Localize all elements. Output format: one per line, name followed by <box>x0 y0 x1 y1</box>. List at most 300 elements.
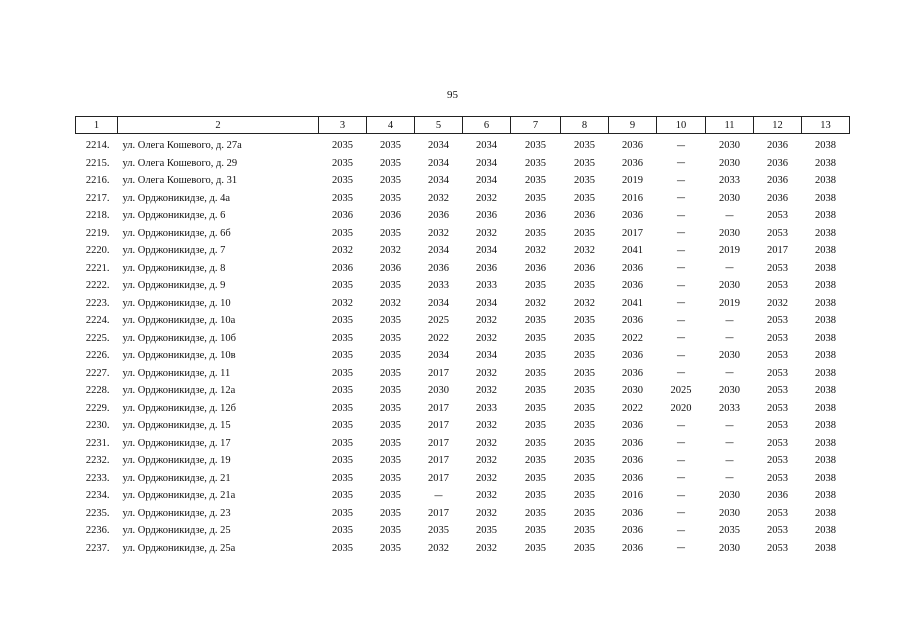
header-row <box>76 117 850 134</box>
table-row <box>76 295 850 313</box>
year-cell-col-3: 2035 <box>332 525 353 537</box>
year-cell-col-7: 2036 <box>525 210 546 222</box>
year-cell-col-13: 2038 <box>815 490 836 502</box>
year-cell-col-5: 2034 <box>428 157 449 169</box>
row-number: 2217. <box>85 192 110 204</box>
year-cell-col-13: 2038 <box>815 367 836 379</box>
year-cell-col-3: 2035 <box>332 227 353 239</box>
year-cell-col-4: 2035 <box>380 490 401 502</box>
table-row <box>76 260 850 278</box>
year-cell-col-10: — <box>676 245 686 256</box>
row-number: 2236. <box>85 525 110 537</box>
year-cell-col-13: 2038 <box>815 420 836 432</box>
year-cell-col-13: 2038 <box>815 332 836 344</box>
row-number: 2237. <box>85 542 110 554</box>
address-cell: ул. Орджоникидзе, д. 9 <box>122 280 226 292</box>
table-row <box>76 487 850 505</box>
year-cell-col-5: — <box>434 490 443 501</box>
year-cell-col-6: 2034 <box>476 157 497 169</box>
year-cell-col-9: 2036 <box>622 507 643 519</box>
year-cell-col-8: 2035 <box>574 367 595 379</box>
address-cell: ул. Орджоникидзе, д. 21а <box>122 490 236 502</box>
year-cell-col-12: 2053 <box>767 227 788 239</box>
year-cell-col-9: 2022 <box>622 332 643 344</box>
address-cell: ул. Орджоникидзе, д. 25а <box>122 542 236 554</box>
year-cell-col-11: 2030 <box>719 157 740 169</box>
year-cell-col-9: 2036 <box>622 280 643 292</box>
address-cell: ул. Олега Кошевого, д. 27а <box>122 140 242 152</box>
year-cell-col-6: 2034 <box>476 140 497 152</box>
row-number: 2216. <box>85 175 110 187</box>
year-cell-col-6: 2032 <box>476 472 497 484</box>
year-cell-col-6: 2032 <box>476 332 497 344</box>
year-cell-col-5: 2017 <box>428 507 449 519</box>
year-cell-col-10: — <box>676 158 686 169</box>
address-cell: ул. Орджоникидзе, д. 4а <box>122 192 231 204</box>
year-cell-col-12: 2053 <box>767 385 788 397</box>
address-cell: ул. Орджоникидзе, д. 21 <box>122 472 231 484</box>
year-cell-col-8: 2035 <box>574 525 595 537</box>
year-cell-col-5: 2032 <box>428 192 449 204</box>
year-cell-col-9: 2036 <box>622 472 643 484</box>
year-cell-col-3: 2035 <box>332 507 353 519</box>
year-cell-col-10: — <box>676 438 686 449</box>
year-cell-col-8: 2035 <box>574 227 595 239</box>
year-cell-col-11: 2019 <box>719 297 740 309</box>
year-cell-col-9: 2019 <box>622 175 643 187</box>
year-cell-col-10: — <box>676 280 686 291</box>
table-row <box>76 505 850 523</box>
table-row <box>76 312 850 330</box>
year-cell-col-7: 2035 <box>525 455 546 467</box>
year-cell-col-4: 2035 <box>380 455 401 467</box>
year-cell-col-6: 2036 <box>476 262 497 274</box>
year-cell-col-8: 2035 <box>574 402 595 414</box>
year-cell-col-13: 2038 <box>815 402 836 414</box>
table-row <box>76 242 850 260</box>
year-cell-col-8: 2035 <box>574 507 595 519</box>
year-cell-col-11: 2019 <box>719 245 740 257</box>
year-cell-col-3: 2035 <box>332 472 353 484</box>
row-number: 2225. <box>85 332 110 344</box>
year-cell-col-11: 2030 <box>719 140 740 152</box>
table-row <box>76 225 850 243</box>
year-cell-col-12: 2053 <box>767 437 788 449</box>
year-cell-col-5: 2032 <box>428 227 449 239</box>
column-header-12: 12 <box>754 117 802 134</box>
row-number: 2231. <box>85 437 110 449</box>
year-cell-col-5: 2030 <box>428 385 449 397</box>
address-cell: ул. Орджоникидзе, д. 19 <box>122 455 231 467</box>
year-cell-col-3: 2035 <box>332 157 353 169</box>
year-cell-col-4: 2035 <box>380 175 401 187</box>
year-cell-col-8: 2035 <box>574 192 595 204</box>
table-row <box>76 347 850 365</box>
row-number: 2233. <box>85 472 110 484</box>
table-row <box>76 134 850 155</box>
year-cell-col-4: 2035 <box>380 315 401 327</box>
address-cell: ул. Орджоникидзе, д. 12б <box>122 402 236 414</box>
year-cell-col-9: 2036 <box>622 140 643 152</box>
year-cell-col-11: — <box>725 333 734 344</box>
year-cell-col-3: 2032 <box>332 245 353 257</box>
row-number: 2234. <box>85 490 110 502</box>
year-cell-col-12: 2053 <box>767 472 788 484</box>
year-cell-col-5: 2034 <box>428 245 449 257</box>
row-number: 2228. <box>85 385 110 397</box>
year-cell-col-10: — <box>676 525 686 536</box>
year-cell-col-11: — <box>725 368 734 379</box>
year-cell-col-5: 2025 <box>428 315 449 327</box>
year-cell-col-4: 2032 <box>380 245 401 257</box>
address-cell: ул. Орджоникидзе, д. 10а <box>122 315 236 327</box>
year-cell-col-3: 2035 <box>332 350 353 362</box>
year-cell-col-3: 2035 <box>332 455 353 467</box>
year-cell-col-11: 2030 <box>719 350 740 362</box>
year-cell-col-12: 2053 <box>767 332 788 344</box>
year-cell-col-5: 2017 <box>428 455 449 467</box>
year-cell-col-9: 2022 <box>622 402 643 414</box>
address-cell: ул. Орджоникидзе, д. 25 <box>122 525 231 537</box>
year-cell-col-6: 2032 <box>476 507 497 519</box>
year-cell-col-10: — <box>676 508 686 519</box>
year-cell-col-13: 2038 <box>815 315 836 327</box>
year-cell-col-7: 2035 <box>525 472 546 484</box>
year-cell-col-5: 2017 <box>428 367 449 379</box>
year-cell-col-6: 2034 <box>476 297 497 309</box>
year-cell-col-11: — <box>725 210 734 221</box>
year-cell-col-6: 2033 <box>476 402 497 414</box>
year-cell-col-10: — <box>676 473 686 484</box>
year-cell-col-8: 2035 <box>574 455 595 467</box>
year-cell-col-7: 2035 <box>525 175 546 187</box>
column-header-2: 2 <box>118 117 319 134</box>
year-cell-col-13: 2038 <box>815 262 836 274</box>
year-cell-col-9: 2036 <box>622 455 643 467</box>
year-cell-col-5: 2034 <box>428 297 449 309</box>
year-cell-col-9: 2036 <box>622 262 643 274</box>
year-cell-col-8: 2035 <box>574 157 595 169</box>
year-cell-col-4: 2035 <box>380 332 401 344</box>
row-number: 2215. <box>85 157 110 169</box>
row-number: 2218. <box>85 210 110 222</box>
year-cell-col-9: 2036 <box>622 367 643 379</box>
year-cell-col-8: 2035 <box>574 385 595 397</box>
year-cell-col-4: 2035 <box>380 525 401 537</box>
year-cell-col-11: — <box>725 315 734 326</box>
address-cell: ул. Орджоникидзе, д. 10 <box>122 297 231 309</box>
year-cell-col-13: 2038 <box>815 525 836 537</box>
year-cell-col-12: 2036 <box>767 140 788 152</box>
year-cell-col-4: 2035 <box>380 157 401 169</box>
year-cell-col-11: — <box>725 420 734 431</box>
year-cell-col-4: 2032 <box>380 297 401 309</box>
year-cell-col-12: 2053 <box>767 507 788 519</box>
row-number: 2226. <box>85 350 110 362</box>
year-cell-col-6: 2032 <box>476 542 497 554</box>
year-cell-col-8: 2035 <box>574 472 595 484</box>
year-cell-col-10: — <box>676 490 686 501</box>
year-cell-col-13: 2038 <box>815 297 836 309</box>
year-cell-col-11: 2030 <box>719 227 740 239</box>
year-cell-col-4: 2035 <box>380 385 401 397</box>
column-header-8: 8 <box>561 117 609 134</box>
page-number: 95 <box>447 89 458 101</box>
table-row <box>76 190 850 208</box>
table-row <box>76 470 850 488</box>
address-cell: ул. Орджоникидзе, д. 10б <box>122 332 236 344</box>
year-cell-col-4: 2035 <box>380 507 401 519</box>
year-cell-col-4: 2035 <box>380 402 401 414</box>
row-number: 2214. <box>85 140 110 152</box>
year-cell-col-12: 2053 <box>767 525 788 537</box>
year-cell-col-10: — <box>676 420 686 431</box>
row-number: 2219. <box>85 227 110 239</box>
year-cell-col-7: 2035 <box>525 367 546 379</box>
year-cell-col-9: 2016 <box>622 490 643 502</box>
year-cell-col-5: 2017 <box>428 402 449 414</box>
year-cell-col-9: 2036 <box>622 157 643 169</box>
year-cell-col-12: 2036 <box>767 192 788 204</box>
table-row <box>76 435 850 453</box>
year-cell-col-8: 2035 <box>574 315 595 327</box>
year-cell-col-10: — <box>676 543 686 554</box>
row-number: 2227. <box>85 367 110 379</box>
year-cell-col-12: 2053 <box>767 315 788 327</box>
year-cell-col-3: 2035 <box>332 402 353 414</box>
address-cell: ул. Орджоникидзе, д. 15 <box>122 420 231 432</box>
year-cell-col-10: 2020 <box>670 402 692 414</box>
row-number: 2230. <box>85 420 110 432</box>
year-cell-col-3: 2035 <box>332 315 353 327</box>
column-header-11: 11 <box>706 117 754 134</box>
year-cell-col-5: 2033 <box>428 280 449 292</box>
year-cell-col-9: 2017 <box>622 227 643 239</box>
year-cell-col-13: 2038 <box>815 437 836 449</box>
year-cell-col-13: 2038 <box>815 507 836 519</box>
year-cell-col-10: — <box>676 210 686 221</box>
year-cell-col-8: 2035 <box>574 332 595 344</box>
year-cell-col-13: 2038 <box>815 227 836 239</box>
year-cell-col-12: 2053 <box>767 210 788 222</box>
year-cell-col-3: 2035 <box>332 140 353 152</box>
address-cell: ул. Орджоникидзе, д. 10в <box>122 350 236 362</box>
year-cell-col-13: 2038 <box>815 350 836 362</box>
year-cell-col-9: 2036 <box>622 542 643 554</box>
year-cell-col-7: 2032 <box>525 297 546 309</box>
year-cell-col-11: 2033 <box>719 175 740 187</box>
column-header-10: 10 <box>657 117 706 134</box>
year-cell-col-4: 2035 <box>380 472 401 484</box>
year-cell-col-4: 2035 <box>380 280 401 292</box>
year-cell-col-7: 2035 <box>525 420 546 432</box>
column-header-6: 6 <box>463 117 511 134</box>
year-cell-col-8: 2035 <box>574 490 595 502</box>
year-cell-col-10: — <box>676 193 686 204</box>
address-cell: ул. Олега Кошевого, д. 29 <box>122 157 238 169</box>
year-cell-col-12: 2053 <box>767 350 788 362</box>
year-cell-col-3: 2035 <box>332 385 353 397</box>
year-cell-col-4: 2035 <box>380 227 401 239</box>
year-cell-col-9: 2036 <box>622 525 643 537</box>
year-cell-col-9: 2016 <box>622 192 643 204</box>
year-cell-col-6: 2034 <box>476 350 497 362</box>
year-cell-col-4: 2036 <box>380 262 401 274</box>
year-cell-col-7: 2035 <box>525 227 546 239</box>
year-cell-col-4: 2035 <box>380 192 401 204</box>
year-cell-col-7: 2035 <box>525 315 546 327</box>
year-cell-col-7: 2035 <box>525 192 546 204</box>
year-cell-col-10: — <box>676 333 686 344</box>
year-cell-col-10: — <box>676 263 686 274</box>
year-cell-col-8: 2035 <box>574 280 595 292</box>
year-cell-col-3: 2035 <box>332 175 353 187</box>
year-cell-col-9: 2030 <box>622 385 643 397</box>
data-table <box>75 116 850 557</box>
year-cell-col-8: 2036 <box>574 210 595 222</box>
year-cell-col-9: 2036 <box>622 315 643 327</box>
year-cell-col-13: 2038 <box>815 542 836 554</box>
year-cell-col-5: 2034 <box>428 350 449 362</box>
year-cell-col-7: 2035 <box>525 525 546 537</box>
year-cell-col-8: 2035 <box>574 140 595 152</box>
year-cell-col-11: — <box>725 455 734 466</box>
year-cell-col-7: 2035 <box>525 542 546 554</box>
table-row <box>76 382 850 400</box>
year-cell-col-3: 2035 <box>332 280 353 292</box>
year-cell-col-11: 2035 <box>719 525 740 537</box>
column-header-1: 1 <box>76 117 118 134</box>
row-number: 2235. <box>85 507 110 519</box>
year-cell-col-7: 2035 <box>525 332 546 344</box>
year-cell-col-11: — <box>725 263 734 274</box>
year-cell-col-7: 2035 <box>525 280 546 292</box>
year-cell-col-9: 2036 <box>622 420 643 432</box>
table-row <box>76 417 850 435</box>
table-row <box>76 452 850 470</box>
year-cell-col-11: 2030 <box>719 542 740 554</box>
year-cell-col-9: 2041 <box>622 297 643 309</box>
year-cell-col-6: 2032 <box>476 227 497 239</box>
year-cell-col-7: 2032 <box>525 245 546 257</box>
year-cell-col-4: 2035 <box>380 350 401 362</box>
address-cell: ул. Орджоникидзе, д. 17 <box>122 437 231 449</box>
year-cell-col-5: 2034 <box>428 140 449 152</box>
year-cell-col-10: — <box>676 175 686 186</box>
year-cell-col-11: — <box>725 438 734 449</box>
row-number: 2220. <box>85 245 110 257</box>
year-cell-col-3: 2035 <box>332 192 353 204</box>
row-number: 2232. <box>85 455 110 467</box>
year-cell-col-4: 2035 <box>380 140 401 152</box>
row-number: 2229. <box>85 402 110 414</box>
year-cell-col-6: 2034 <box>476 175 497 187</box>
year-cell-col-7: 2035 <box>525 402 546 414</box>
year-cell-col-8: 2036 <box>574 262 595 274</box>
table-row <box>76 522 850 540</box>
year-cell-col-11: 2030 <box>719 385 740 397</box>
year-cell-col-7: 2035 <box>525 507 546 519</box>
year-cell-col-11: — <box>725 473 734 484</box>
address-cell: ул. Орджоникидзе, д. 23 <box>122 507 231 519</box>
column-header-3: 3 <box>319 117 367 134</box>
year-cell-col-13: 2038 <box>815 192 836 204</box>
address-cell: ул. Орджоникидзе, д. 7 <box>122 245 226 257</box>
year-cell-col-3: 2035 <box>332 437 353 449</box>
year-cell-col-5: 2034 <box>428 175 449 187</box>
year-cell-col-12: 2036 <box>767 490 788 502</box>
year-cell-col-7: 2036 <box>525 262 546 274</box>
table-row <box>76 207 850 225</box>
year-cell-col-6: 2032 <box>476 420 497 432</box>
year-cell-col-13: 2038 <box>815 455 836 467</box>
year-cell-col-12: 2053 <box>767 542 788 554</box>
year-cell-col-3: 2035 <box>332 542 353 554</box>
table-row <box>76 540 850 558</box>
year-cell-col-5: 2017 <box>428 420 449 432</box>
year-cell-col-13: 2038 <box>815 472 836 484</box>
year-cell-col-10: — <box>676 455 686 466</box>
address-cell: ул. Орджоникидзе, д. 12а <box>122 385 236 397</box>
year-cell-col-12: 2053 <box>767 420 788 432</box>
column-header-7: 7 <box>511 117 561 134</box>
year-cell-col-5: 2017 <box>428 472 449 484</box>
year-cell-col-6: 2032 <box>476 455 497 467</box>
year-cell-col-10: — <box>676 350 686 361</box>
year-cell-col-3: 2035 <box>332 490 353 502</box>
column-header-9: 9 <box>609 117 657 134</box>
year-cell-col-7: 2035 <box>525 140 546 152</box>
year-cell-col-9: 2036 <box>622 210 643 222</box>
year-cell-col-12: 2036 <box>767 175 788 187</box>
year-cell-col-13: 2038 <box>815 245 836 257</box>
year-cell-col-3: 2035 <box>332 367 353 379</box>
year-cell-col-6: 2032 <box>476 367 497 379</box>
year-cell-col-6: 2034 <box>476 245 497 257</box>
year-cell-col-11: 2030 <box>719 280 740 292</box>
year-cell-col-10: — <box>676 315 686 326</box>
year-cell-col-13: 2038 <box>815 385 836 397</box>
year-cell-col-8: 2035 <box>574 175 595 187</box>
year-cell-col-8: 2035 <box>574 542 595 554</box>
year-cell-col-5: 2017 <box>428 437 449 449</box>
year-cell-col-4: 2035 <box>380 542 401 554</box>
address-cell: ул. Орджоникидзе, д. 8 <box>122 262 226 274</box>
year-cell-col-12: 2032 <box>767 297 788 309</box>
year-cell-col-3: 2035 <box>332 332 353 344</box>
year-cell-col-6: 2035 <box>476 525 497 537</box>
year-cell-col-7: 2035 <box>525 157 546 169</box>
year-cell-col-13: 2038 <box>815 175 836 187</box>
year-cell-col-4: 2035 <box>380 420 401 432</box>
table-row <box>76 400 850 418</box>
year-cell-col-6: 2032 <box>476 437 497 449</box>
row-number: 2223. <box>85 297 110 309</box>
table-row <box>76 172 850 190</box>
year-cell-col-8: 2035 <box>574 437 595 449</box>
year-cell-col-11: 2030 <box>719 192 740 204</box>
year-cell-col-12: 2017 <box>767 245 788 257</box>
year-cell-col-6: 2032 <box>476 385 497 397</box>
year-cell-col-7: 2035 <box>525 437 546 449</box>
year-cell-col-7: 2035 <box>525 385 546 397</box>
year-cell-col-10: — <box>676 368 686 379</box>
year-cell-col-6: 2033 <box>476 280 497 292</box>
year-cell-col-3: 2036 <box>332 262 353 274</box>
year-cell-col-4: 2035 <box>380 437 401 449</box>
year-cell-col-10: 2025 <box>670 385 692 397</box>
address-cell: ул. Орджоникидзе, д. 6б <box>122 227 231 239</box>
